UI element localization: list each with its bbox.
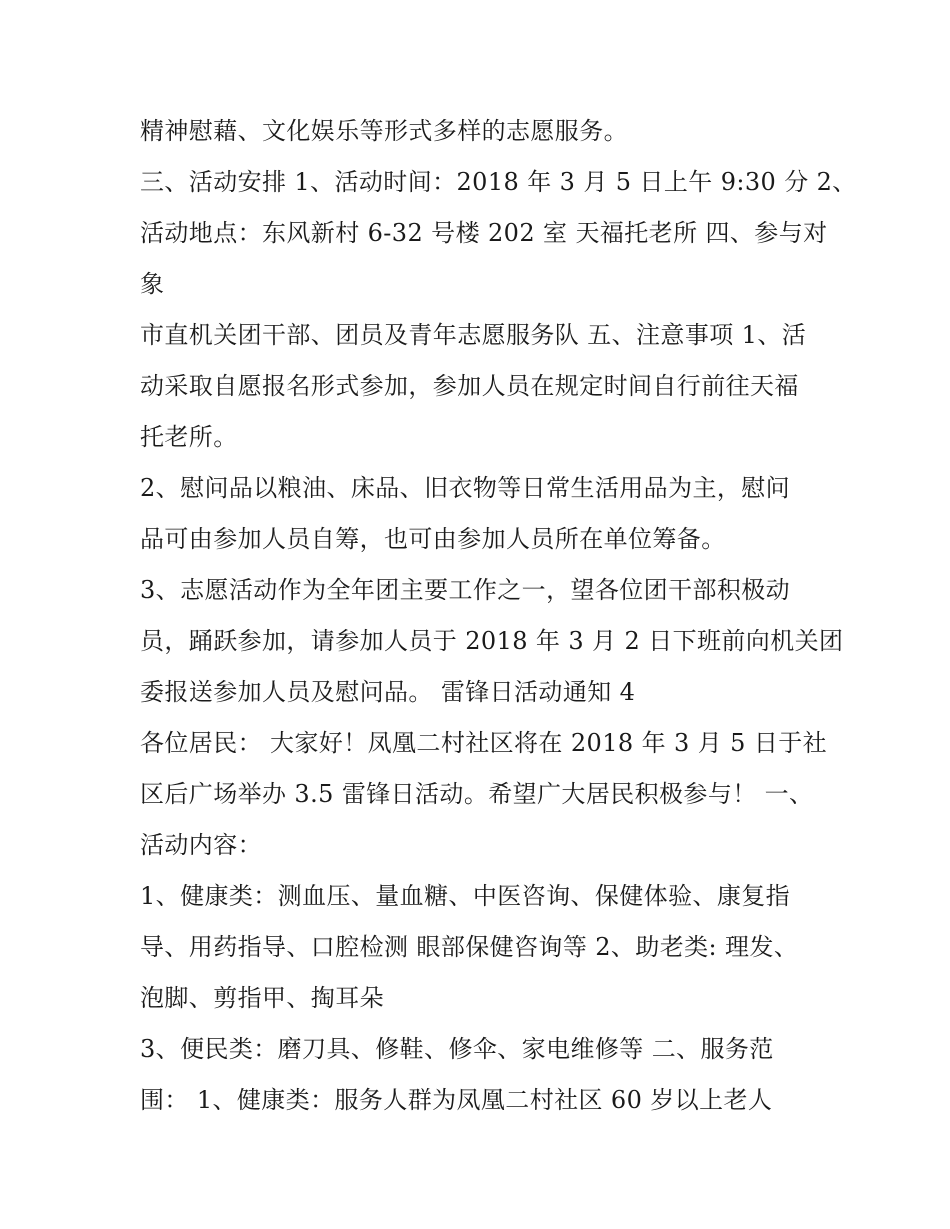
text-line: 员，踊跃参加，请参加人员于 2018 年 3 月 2 日下班前向机关团 <box>140 627 844 655</box>
document-body <box>140 106 857 1126</box>
text-line: 围： 1、健康类：服务人群为凤凰二村社区 60 岁以上老人 <box>140 1086 773 1114</box>
text-line: 1、健康类：测血压、量血糖、中医咨询、保健体验、康复指 <box>140 882 791 910</box>
text-line: 泡脚、剪指甲、掏耳朵 <box>140 984 384 1012</box>
text-line: 市直机关团干部、团员及青年志愿服务队 五、注意事项 1、活 <box>140 321 807 349</box>
text-line: 委报送参加人员及慰问品。 雷锋日活动通知 4 <box>140 678 636 706</box>
text-line: 三、活动安排 1、活动时间：2018 年 3 月 5 日上午 9:30 分 2、 <box>140 168 857 196</box>
text-line: 活动内容： <box>140 831 262 859</box>
text-line: 象 <box>140 270 165 298</box>
text-line: 2、慰问品以粮油、床品、旧衣物等日常生活用品为主，慰问 <box>140 474 791 502</box>
text-line: 3、便民类：磨刀具、修鞋、修伞、家电维修等 二、服务范 <box>140 1035 774 1063</box>
text-line: 精神慰藉、文化娱乐等形式多样的志愿服务。 <box>140 117 628 145</box>
text-line: 各位居民： 大家好！凤凰二村社区将在 2018 年 3 月 5 日于社 <box>140 729 828 757</box>
text-line: 活动地点：东风新村 6-32 号楼 202 室 天福托老所 四、参与对 <box>140 219 828 247</box>
text-line: 导、用药指导、口腔检测 眼部保健咨询等 2、助老类: 理发、 <box>140 933 799 961</box>
text-line: 托老所。 <box>140 423 238 451</box>
text-line: 3、志愿活动作为全年团主要工作之一，望各位团干部积极动 <box>140 576 791 604</box>
text-line: 动采取自愿报名形式参加，参加人员在规定时间自行前往天福 <box>140 372 799 400</box>
text-line: 品可由参加人员自筹，也可由参加人员所在单位筹备。 <box>140 525 726 553</box>
text-line: 区后广场举办 3.5 雷锋日活动。希望广大居民积极参与！ 一、 <box>140 780 814 808</box>
